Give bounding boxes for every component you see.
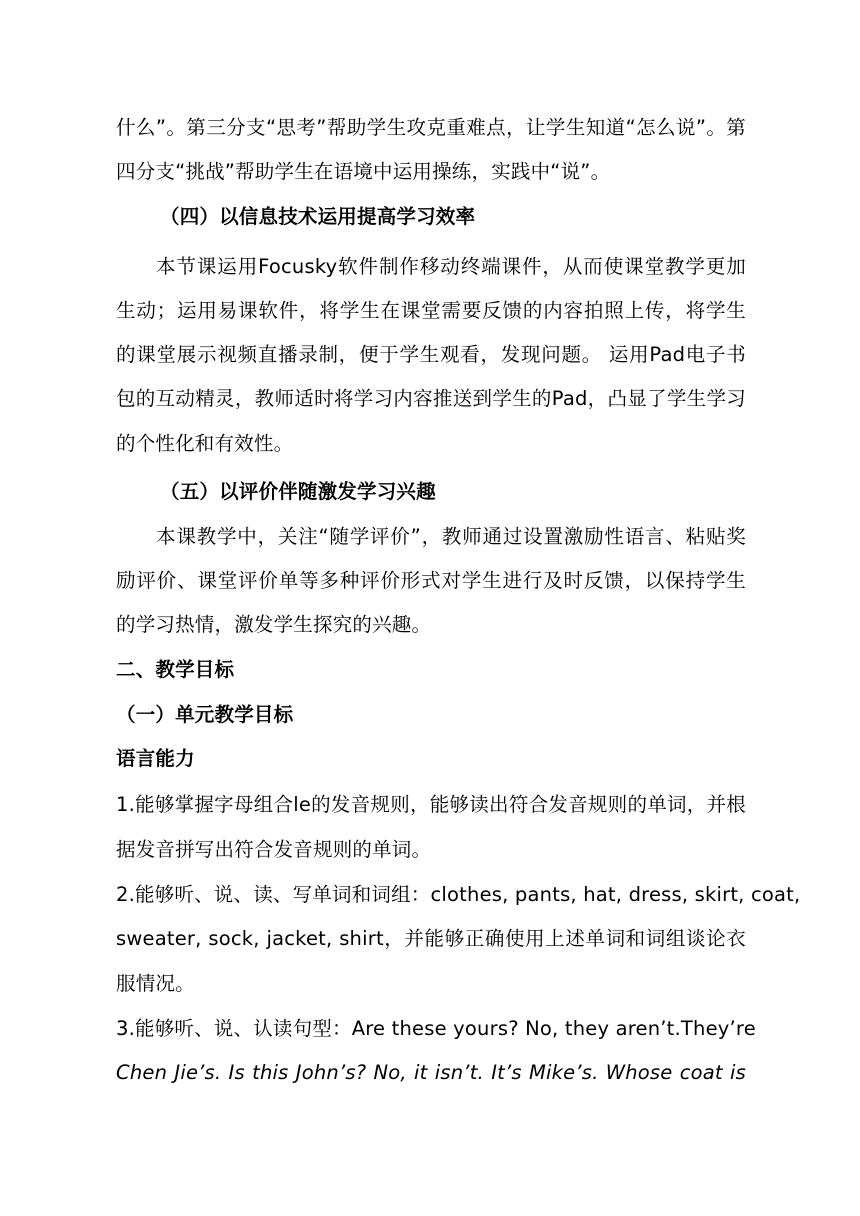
body-line: 四分支“挑战”帮助学生在语境中运用操练，实践中“说”。 bbox=[116, 160, 611, 183]
list-item-continued: 服情况。 bbox=[116, 972, 195, 995]
section-heading: （五）以评价伴随激发学习兴趣 bbox=[160, 480, 436, 503]
list-item: 2.能够听、说、读、写单词和词组：clothes, pants, hat, dress, skirt, coat, bbox=[116, 883, 801, 906]
list-item-continued: Chen Jie’s. Is this John’s? No, it isn’t. It’s Mike’s. Whose coat is bbox=[116, 1061, 746, 1084]
body-line: 的个性化和有效性。 bbox=[116, 432, 294, 455]
body-line: 生动；运用易课软件，将学生在课堂需要反馈的内容拍照上传，将学生 bbox=[116, 299, 746, 322]
body-line: 励评价、课堂评价单等多种评价形式对学生进行及时反馈，以保持学生 bbox=[116, 569, 746, 592]
body-line: 的学习热情，激发学生探究的兴趣。 bbox=[116, 613, 432, 636]
list-item: 1.能够掌握字母组合le的发音规则，能够读出符合发音规则的单词，并根 bbox=[116, 793, 746, 816]
subsection-heading: （一）单元教学目标 bbox=[116, 703, 294, 726]
body-line: 本节课运用Focusky软件制作移动终端课件，从而使课堂教学更加 bbox=[156, 255, 746, 278]
subheading: 语言能力 bbox=[116, 747, 195, 770]
list-item: 3.能够听、说、认读句型：Are these yours? No, they aren’t.They’re bbox=[116, 1017, 756, 1040]
chapter-heading: 二、教学目标 bbox=[116, 658, 235, 681]
body-line: 包的互动精灵，教师适时将学习内容推送到学生的Pad，凸显了学生学习 bbox=[116, 387, 746, 410]
body-line: 的课堂展示视频直播录制，便于学生观看，发现问题。 运用Pad电子书 bbox=[116, 343, 746, 366]
body-line: 什么”。第三分支“思考”帮助学生攻克重难点，让学生知道“怎么说”。第 bbox=[116, 116, 746, 139]
body-line: 本课教学中，关注“随学评价”，教师通过设置激励性语言、粘贴奖 bbox=[156, 525, 746, 548]
section-heading: （四）以信息技术运用提高学习效率 bbox=[160, 205, 476, 228]
list-item-continued: 据发音拼写出符合发音规则的单词。 bbox=[116, 838, 432, 861]
list-item-continued: sweater, sock, jacket, shirt，并能够正确使用上述单词和词组谈论衣 bbox=[116, 927, 746, 950]
